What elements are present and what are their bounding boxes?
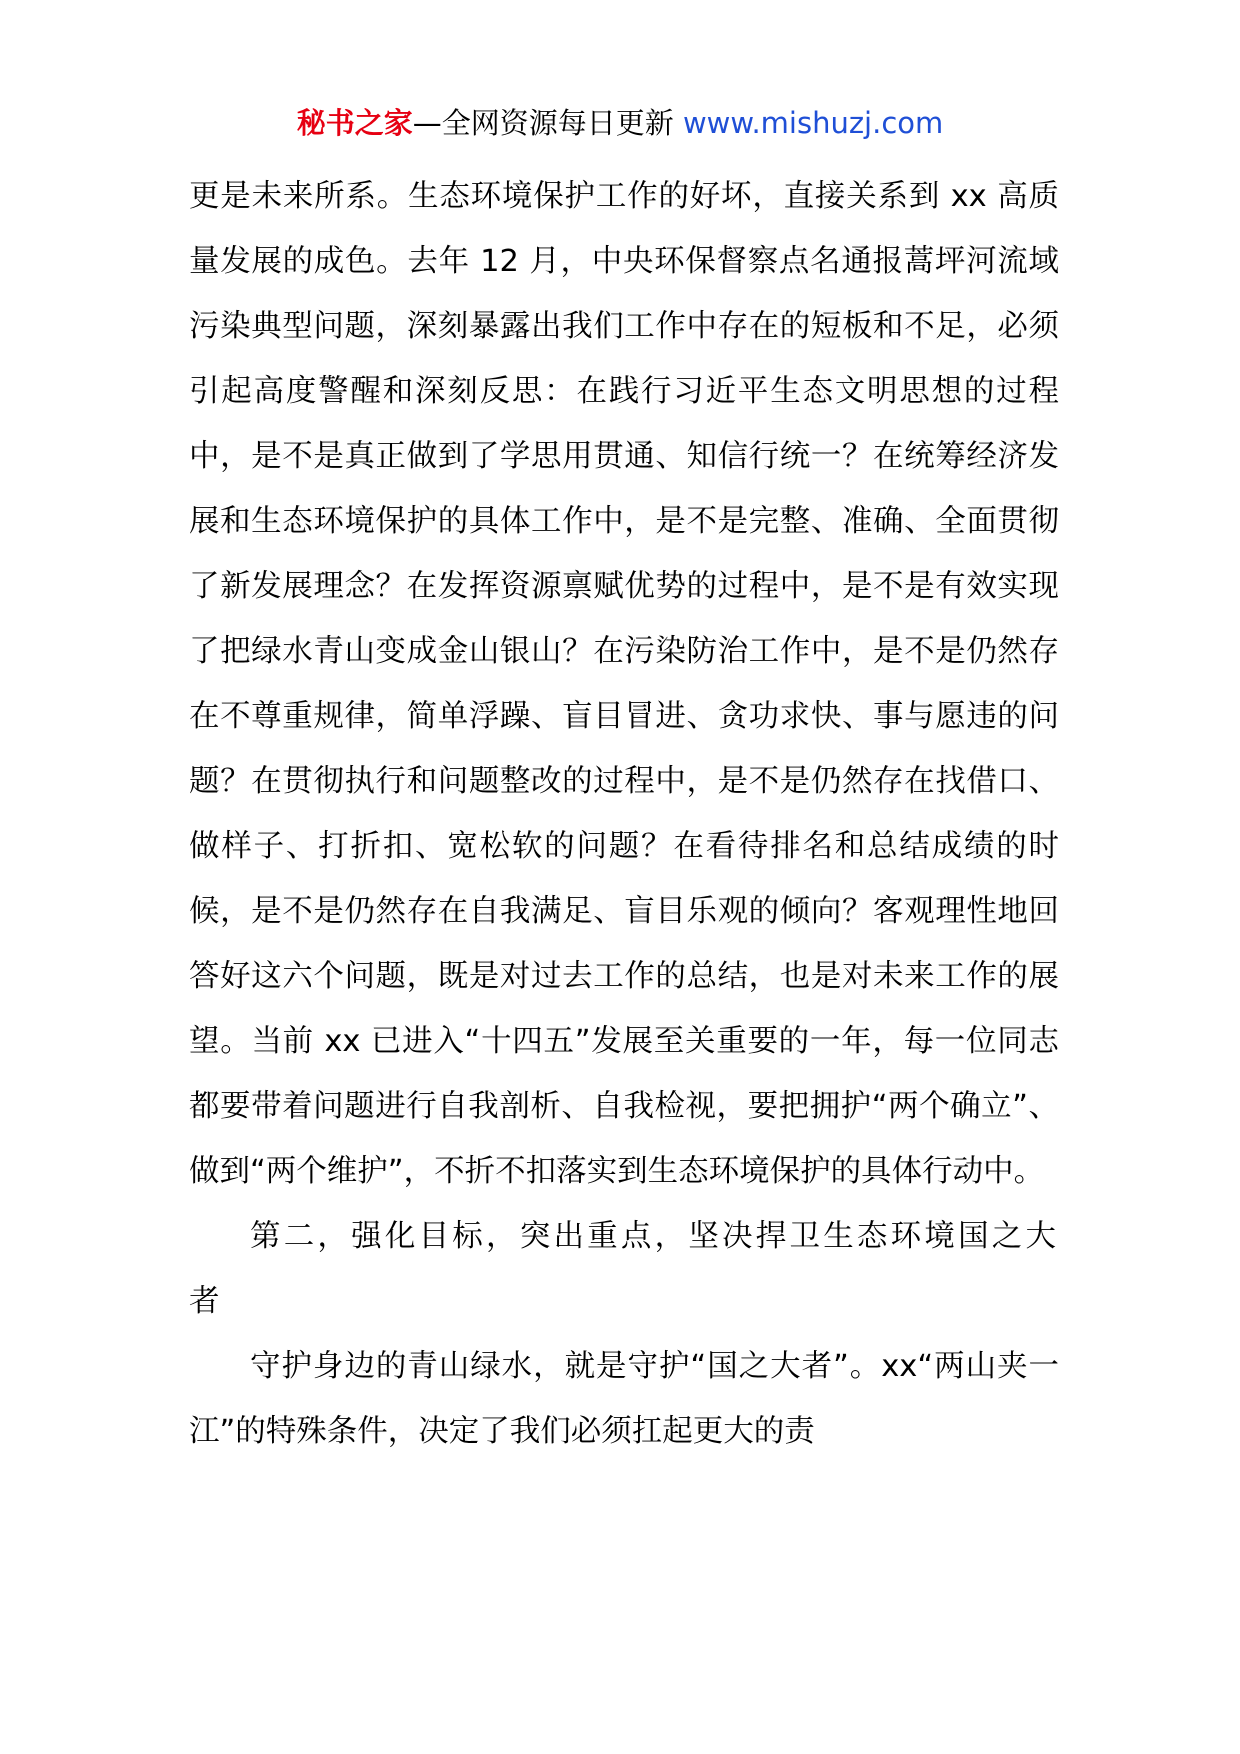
site-tagline: —全网资源每日更新	[412, 106, 674, 140]
page-header	[0, 100, 1240, 146]
site-url-link[interactable]: www.mishuzj.com	[682, 106, 944, 140]
document-body	[189, 164, 1059, 1464]
paragraph-continuation: 更是未来所系。生态环境保护工作的好坏，直接关系到 xx 高质量发展的成色。去年 12 月，中央环保督察点名通报蒿坪河流域污染典型问题，深刻暴露出我们工作中存在的短板和不足，必须引起高度警醒和深刻反思：在践行习近平生态文明思想的过程中，是不是真正做到了学思用贯通、知信行统一？在统筹经济发展和生态环境保护的具体工作中，是不是完整、准确、全面贯彻了新发展理念？在发挥资源禀赋优势的过程中，是不是有效实现了把绿水青山变成金山银山？在污染防治工作中，是不是仍然存在不尊重规律，简单浮躁、盲目冒进、贪功求快、事与愿违的问题？在贯彻执行和问题整改的过程中，是不是仍然存在找借口、做样子、打折扣、宽松软的问题？在看待排名和总结成绩的时候，是不是仍然存在自我满足、盲目乐观的倾向？客观理性地回答好这六个问题，既是对过去工作的总结，也是对未来工作的展望。当前 xx 已进入“十四五”发展至关重要的一年，每一位同志都要带着问题进行自我剖析、自我检视，要把拥护“两个确立”、做到“两个维护”，不折不扣落实到生态环境保护的具体行动中。	[189, 179, 1059, 1189]
site-brand: 秘书之家	[296, 106, 413, 140]
paragraph-section-2: 守护身边的青山绿水，就是守护“国之大者”。xx“两山夹一江”的特殊条件，决定了我们必须扛起更大的责	[189, 1349, 1059, 1449]
section-heading-2: 第二，强化目标，突出重点，坚决捍卫生态环境国之大者	[189, 1219, 1059, 1319]
